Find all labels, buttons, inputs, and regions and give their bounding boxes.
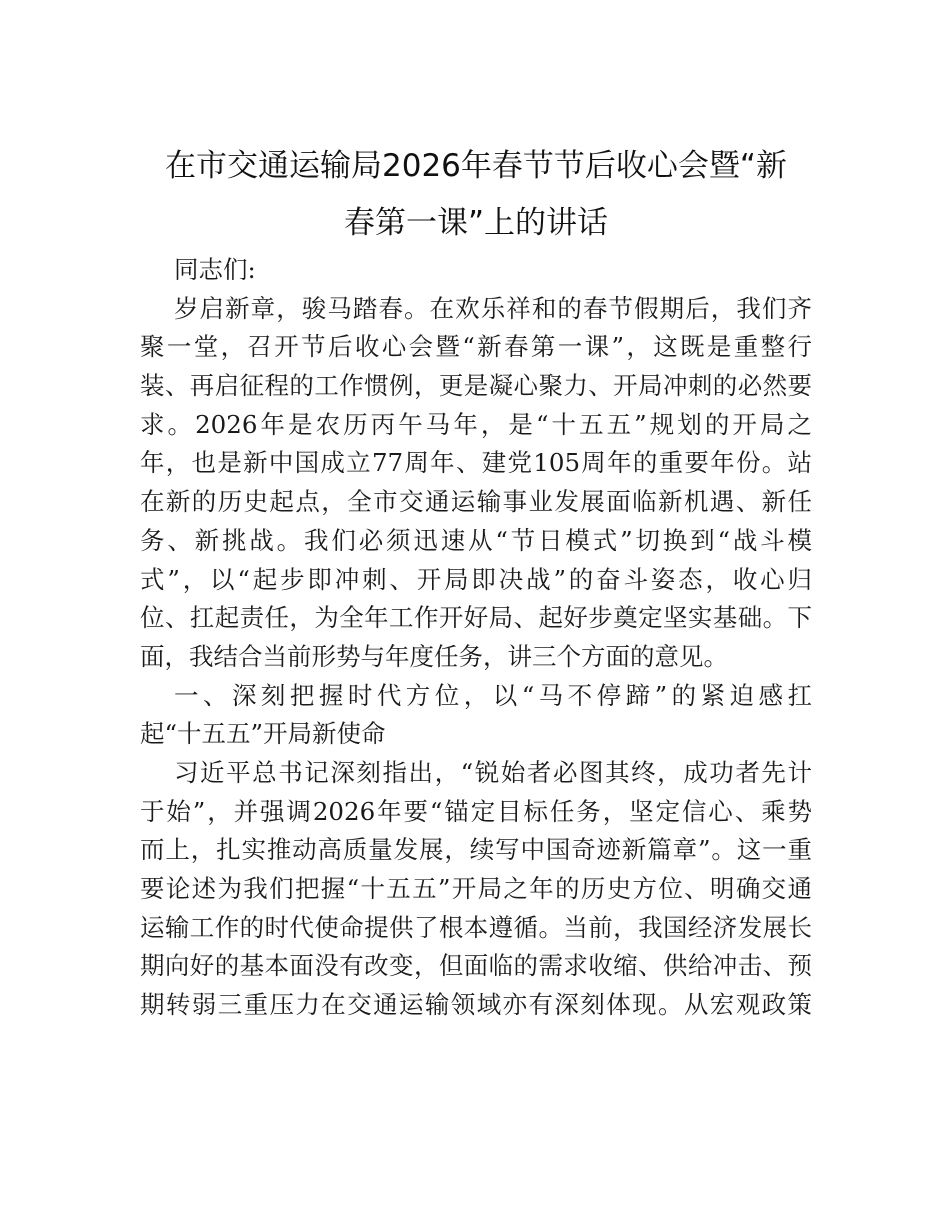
section-heading-1 [140,677,812,754]
text-line: 务、新挑战。我们必须迅速从“节日模式”切换到“战斗模 [140,525,812,555]
paragraph-intro [140,290,812,677]
text-line: 装、再启征程的工作惯例，更是凝心聚力、开局冲刺的必然要 [140,371,812,401]
text-line: 面，我结合当前形势与年度任务，讲三个方面的意见。 [140,641,728,671]
document-title [140,138,812,252]
text-line: 岁启新章，骏马踏春。在欢乐祥和的春节假期后，我们齐 [174,293,812,323]
title-line-1: 在市交通运输局2026年春节节后收心会暨“新 [165,148,787,184]
heading-line: 一、深刻把握时代方位，以“马不停蹄”的紧迫感扛 [174,680,812,710]
text-line: 年，也是新中国成立77周年、建党105周年的重要年份。站 [140,448,812,478]
salutation: 同志们: [174,255,256,284]
text-line: 于始”，并强调2026年要“锚定目标任务，坚定信心、乘势 [140,796,812,826]
text-line: 习近平总书记深刻指出，“锐始者必图其终，成功者先计 [174,757,812,787]
text-line: 而上，扎实推动高质量发展，续写中国奇迹新篇章”。这一重 [140,835,812,865]
text-line: 在新的历史起点，全市交通运输事业发展面临新机遇、新任 [140,487,812,517]
text-line: 求。2026年是农历丙午马年，是“十五五”规划的开局之 [140,409,812,439]
text-line: 期转弱三重压力在交通运输领域亦有深刻体现。从宏观政策 [140,990,812,1020]
text-line: 位、扛起责任，为全年工作开好局、起好步奠定坚实基础。下 [140,603,812,633]
text-line: 式”，以“起步即冲刺、开局即决战”的奋斗姿态，收心归 [140,564,812,594]
heading-line: 起“十五五”开局新使命 [140,719,386,749]
text-line: 运输工作的时代使命提供了根本遵循。当前，我国经济发展长 [140,912,812,942]
text-line: 要论述为我们把握“十五五”开局之年的历史方位、明确交通 [140,874,812,903]
text-line: 聚一堂，召开节后收心会暨“新春第一课”，这既是重整行 [140,332,812,362]
text-line: 期向好的基本面没有改变，但面临的需求收缩、供给冲击、预 [140,951,812,981]
paragraph-section-1 [140,754,812,1025]
title-line-2: 春第一课”上的讲话 [343,205,609,241]
document-body [140,251,812,1025]
